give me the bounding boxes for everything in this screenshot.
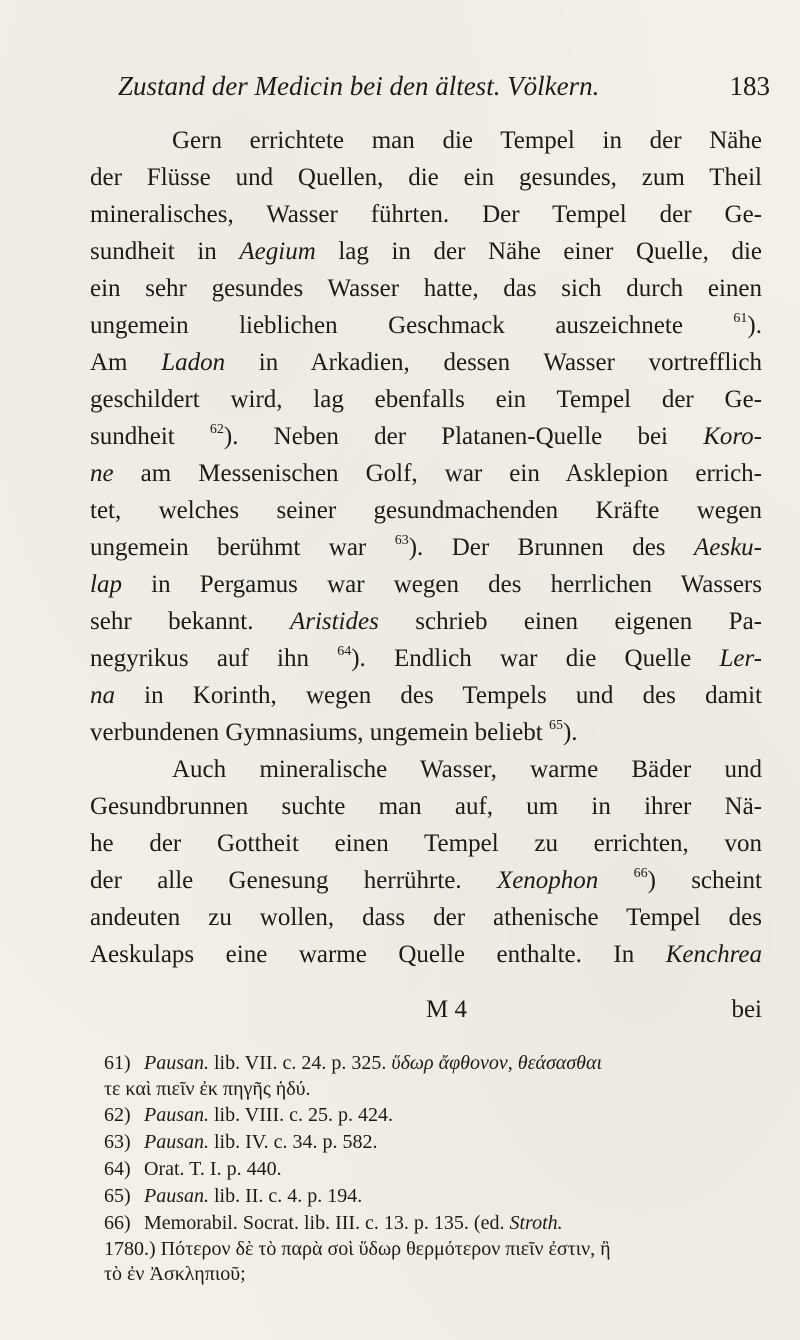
person-name: Aristides (289, 608, 379, 635)
footnote-ref: 61 (733, 311, 748, 326)
text-line: negyrikus auf ihn $^{64}$). Endlich war die Quelle Ler- (90, 644, 762, 672)
footnote-ref: 63 (394, 533, 409, 548)
text-line: mineralisches, Wasser führten. Der Tempel der Ge- (90, 201, 762, 228)
text-line: ne am Messenischen Golf, war ein Asklepion errich- (90, 460, 762, 487)
footnote-ref: 62 (209, 422, 224, 437)
text-line: ungemein lieblichen Geschmack auszeichnete $^{61}$). (90, 311, 762, 339)
text-line: ein sehr gesundes Wasser hatte, das sich durch einen (90, 275, 762, 302)
text-line: der Flüsse und Quellen, die ein gesundes, zum Theil (90, 164, 762, 191)
place-name: Ladon (161, 349, 226, 376)
footnotes (104, 1050, 764, 1287)
footnote-ref: 64 (337, 644, 352, 659)
footnote-61: 61) Pausan. lib. VII. c. 24. p. 325. ὕδωρ ἄφθονον, θεάσασθαι (104, 1052, 603, 1074)
text-line: tet, welches seiner gesundmachenden Kräfte wegen (90, 497, 762, 524)
person-name: Aesku- (693, 534, 762, 561)
footnote-63: 63) Pausan. lib. IV. c. 34. p. 582. (104, 1131, 378, 1153)
running-title: Zustand der Medicin bei den ältest. Völkern. (118, 71, 600, 101)
greek-quote: ὕδωρ ἄφθονον, θεάσασθαι (391, 1052, 603, 1074)
text-line: na in Korinth, wegen des Tempels und des damit (90, 682, 762, 709)
footnote-ref: 66 (633, 866, 648, 881)
signature-mark: M 4 (426, 996, 467, 1023)
text-line: Auch mineralische Wasser, warme Bäder und (172, 756, 762, 783)
text-line: andeuten zu wollen, dass der athenische Tempel des (90, 904, 762, 931)
footnote-66-continued: 1780.) Πότερον δὲ τὸ παρὰ σοὶ ὕδωρ θερμότερον πιεῖν ἐστιν, ἢ (104, 1238, 611, 1260)
text-line: geschildert wird, lag ebenfalls ein Tempel der Ge- (90, 386, 762, 413)
footnote-ref: 65 (548, 718, 563, 733)
page-number: 183 (729, 71, 770, 101)
text-line: Gesundbrunnen suchte man auf, um in ihrer Nä- (90, 793, 762, 820)
text-line: verbundenen Gymnasiums, ungemein beliebt $^{65}$). (90, 718, 578, 746)
running-header (118, 66, 770, 106)
footnote-62: 62) Pausan. lib. VIII. c. 25. p. 424. (104, 1104, 394, 1126)
main-text (90, 122, 762, 973)
footnote-66: 66) Memorabil. Socrat. lib. III. c. 13. p. 135. (ed. Stroth. (104, 1212, 563, 1234)
footnote-64: 64) Orat. T. I. p. 440. (104, 1158, 282, 1180)
text-line: he der Gottheit einen Tempel zu errichten, von (90, 830, 762, 857)
place-name: ne (90, 460, 114, 487)
signature-row (90, 992, 762, 1028)
text-line: sundheit $^{62}$). Neben der Platanen-Quelle bei Koro- (90, 422, 762, 450)
text-line: Aeskulaps eine warme Quelle enthalte. In Kenchrea (90, 941, 762, 968)
place-name: Koro- (703, 423, 762, 450)
person-name: lap (90, 571, 122, 598)
text-line: lap in Pergamus war wegen des herrlichen Wassers (90, 571, 762, 598)
text-line: ungemein berühmt war $^{63}$). Der Brunnen des Aesku- (90, 533, 762, 561)
text-line: Gern errichtete man die Tempel in der Nähe (172, 127, 762, 154)
footnote-65: 65) Pausan. lib. II. c. 4. p. 194. (104, 1185, 363, 1207)
footnote-66-continued-2: τὸ ἐν Ἀσκληπιοῦ; (104, 1263, 246, 1285)
catchword: bei (731, 996, 762, 1023)
place-name: na (90, 682, 115, 709)
person-name: Xenophon (496, 867, 599, 894)
text-line: sundheit in Aegium lag in der Nähe einer Quelle, die (90, 238, 762, 265)
place-name: Aegium (239, 238, 316, 265)
text-line: Am Ladon in Arkadien, dessen Wasser vortrefflich (90, 349, 762, 376)
footnote-61-continued: τε καὶ πιεῖν ἐκ πηγῆς ἡδύ. (104, 1078, 311, 1100)
place-name: Ler- (719, 645, 762, 672)
text-line: der alle Genesung herrührte. Xenophon $^{66}$) scheint (90, 866, 763, 894)
text-line: sehr bekannt. Aristides schrieb einen eigenen Pa- (90, 608, 763, 635)
place-name: Kenchrea (665, 941, 762, 968)
